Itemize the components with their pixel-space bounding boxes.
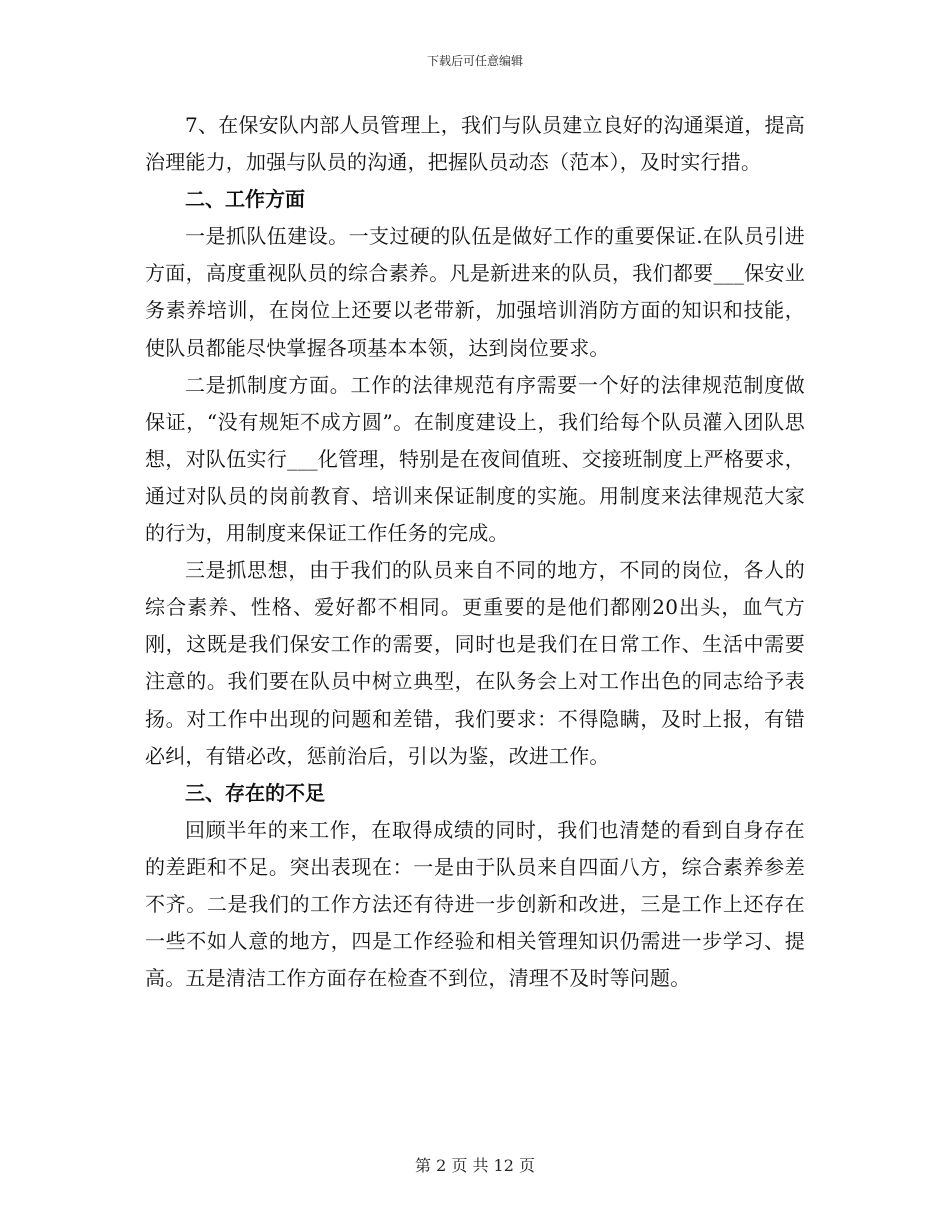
page-header: 下载后可任意编辑 — [426, 54, 523, 68]
section-heading-shortcomings: 三、存在的不足 — [185, 780, 325, 805]
paragraph-team-building: 一是抓队伍建设。一支过硬的队伍是做好工作的重要保证.在队员引进方面，高度重视队员的综合素养。凡是新进来的队员，我们都要___保安业务素养培训，在岗位上还要以老带新，加强培训消防方面的知识和技能，使队员都能尽快掌握各项基本本领，达到岗位要求。 — [145, 224, 805, 360]
paragraph-mindset: 三是抓思想，由于我们的队员来自不同的地方，不同的岗位，各人的综合素养、性格、爱好都不相同。更重要的是他们都刚20出头，血气方刚，这既是我们保安工作的需要，同时也是我们在日常工作、生活中需要注意的。我们要在队员中树立典型，在队务会上对工作出色的同志给予表扬。对工作中出现的问题和差错，我们要求：不得隐瞒，及时上报，有错必纠，有错必改，惩前治后，引以为鉴，改进工作。 — [145, 558, 805, 768]
section-heading-work: 二、工作方面 — [185, 187, 305, 212]
paragraph-rules-system: 二是抓制度方面。工作的法律规范有序需要一个好的法律规范制度做保证，“没有规矩不成方圆”。在制度建设上，我们给每个队员灌入团队思想，对队伍实行___化管理，特别是在夜间值班、交接班制度上严格要求，通过对队员的岗前教育、培训来保证制度的实施。用制度来法律规范大家的行为，用制度来保证工作任务的完成。 — [145, 372, 805, 546]
document-body — [145, 107, 805, 997]
paragraph-review: 回顾半年的来工作，在取得成绩的同时，我们也清楚的看到自身存在的差距和不足。突出表现在：一是由于队员来自四面八方，综合素养参差不齐。二是我们的工作方法还有待进一步创新和改进，三是工作上还存在一些不如人意的地方，四是工作经验和相关管理知识仍需进一步学习、提高。五是清洁工作方面存在检查不到位，清理不及时等问题。 — [145, 817, 805, 991]
paragraph-7-staff-management: 7、在保安队内部人员管理上，我们与队员建立良好的沟通渠道，提高治理能力，加强与队员的沟通，把握队员动态（范本），及时实行措。 — [145, 113, 805, 175]
page-number-footer: 第 2 页 共 12 页 — [415, 1156, 535, 1175]
